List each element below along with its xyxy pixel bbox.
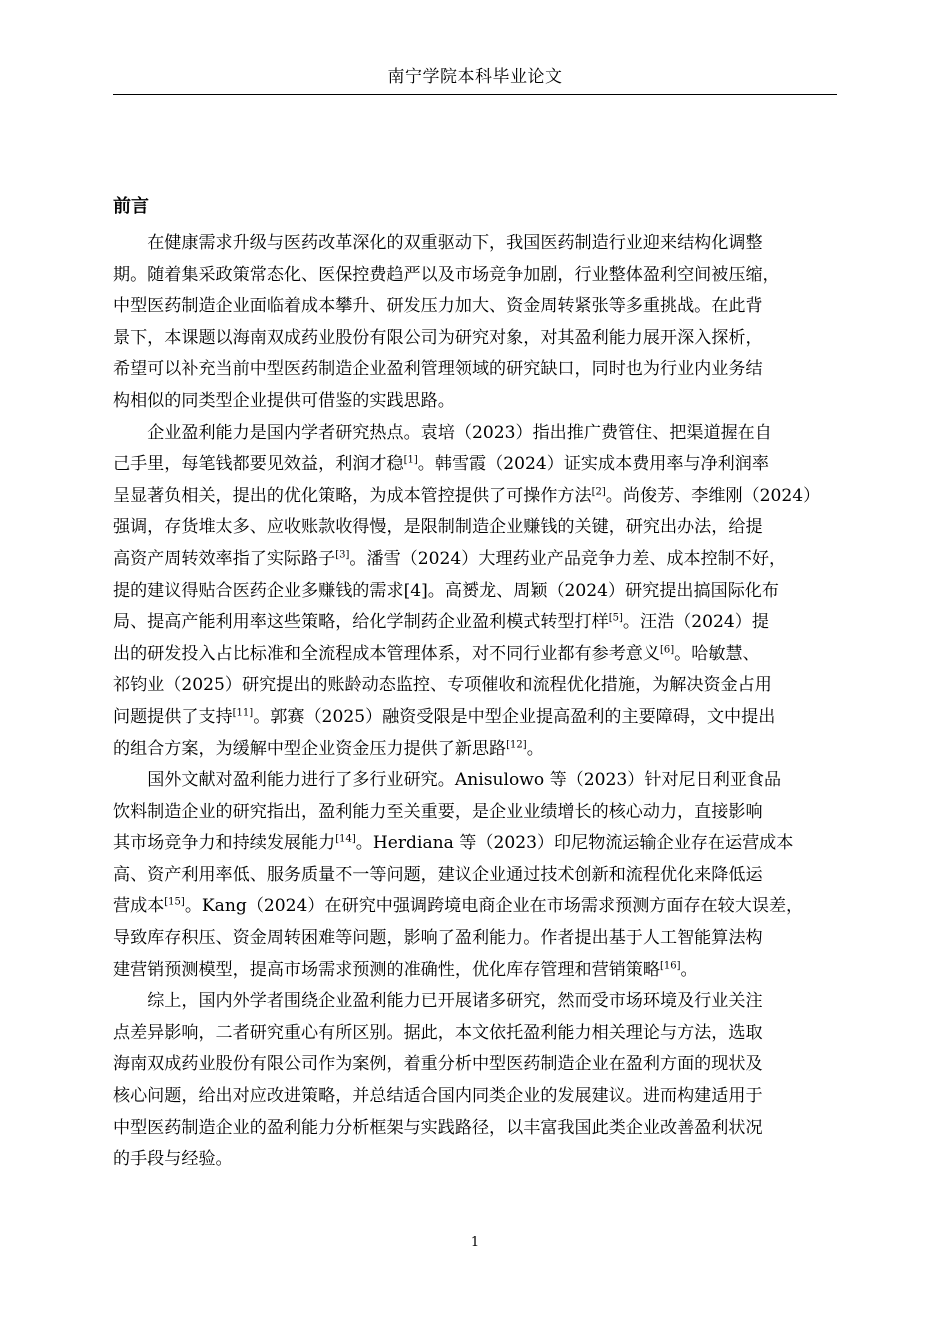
paragraph-text: 。 bbox=[526, 738, 544, 759]
citation-marker: [5] bbox=[608, 612, 623, 624]
paragraph-text: 。郭赛（2025）融资受限是中型企业提高盈利的主要障碍，文中提出 的组合方案，为缓解中型企业资金压力提供了新思路 bbox=[113, 706, 776, 759]
section-heading: 前言 bbox=[113, 196, 149, 217]
citation-marker: [2] bbox=[591, 486, 606, 498]
citation-marker: [6] bbox=[660, 644, 675, 656]
paragraph-text: 。 bbox=[680, 959, 698, 980]
citation-marker: [14] bbox=[335, 833, 356, 845]
citation-marker: [16] bbox=[660, 959, 681, 971]
paragraph-text: 。Herdiana 等（2023）印尼物流运输企业存在运营成本 高、资产利用率低、服务质量不一等问题，建议企业通过技术创新和流程优化来降低运 营成本 bbox=[113, 833, 794, 917]
paragraph-text: 综上，国内外学者围绕企业盈利能力已开展诸多研究，然而受市场环境及行业关注 点差异影响，二者研究重心有所区别。据此，本文依托盈利能力相关理论与方法，选取 海南双成药业股份有限公司作为案例，着重分析中型医药制造企业在盈利方面的现状及 核心问题，给出对应改进策略，并总结适合国内同类企业的发展建议。进而构建适用于 中型医药制造企业的盈利能力分析框架与实践路径，以丰富我国此类企业改善盈利状况 的手段与经验。 bbox=[113, 991, 763, 1170]
paragraph-text: 。哈敏慧、 祁钧业（2025）研究提出的账龄动态监控、专项催收和流程优化措施，为解决资金占用 问题提供了支持 bbox=[113, 643, 772, 727]
citation-marker: [1] bbox=[403, 454, 418, 466]
body-paragraph bbox=[113, 765, 837, 986]
paragraph-text: 国外文献对盈利能力进行了多行业研究。Anisulowo 等（2023）针对尼日利亚食品 饮料制造企业的研究指出，盈利能力至关重要，是企业业绩增长的核心动力，直接影响 其市场竞争力和持续发展能力 bbox=[113, 770, 782, 854]
body-text bbox=[113, 228, 837, 1176]
citation-marker: [11] bbox=[232, 707, 254, 719]
body-paragraph bbox=[113, 228, 837, 418]
citation-marker: [3] bbox=[335, 549, 350, 561]
paragraph-text: 。Kang（2024）在研究中强调跨境电商企业在市场需求预测方面存在较大误差， 导致库存积压、资金周转困难等问题，影响了盈利能力。作者提出基于人工智能算法构 建营销预测模型，提高市场需求预测的准确性，优化库存管理和营销策略 bbox=[113, 896, 804, 980]
citation-marker: [12] bbox=[506, 738, 527, 750]
citation-marker: [15] bbox=[164, 896, 185, 908]
paragraph-text: 。韩雪霞（2024）证实成本费用率与净利润率 呈显著负相关，提出的优化策略，为成本管控提供了可操作方法 bbox=[113, 454, 769, 506]
paragraph-text: 在健康需求升级与医药改革深化的双重驱动下，我国医药制造行业迎来结构化调整 期。随着集采政策常态化、医保控费趋严以及市场竞争加剧，行业整体盈利空间被压缩， 中型医药制造企业面临着成本攀升、研发压力加大、资金周转紧张等多重挑战。在此背 景下，本课题以海南双成药业股份有限公司为研究对象，对其盈利能力展开深入探析， 希望可以补充当前中型医药制造企业盈利管理领域的研究缺口，同时也为行业内业务结 构相似的同类型企业提供可借鉴的实践思路。 bbox=[113, 233, 780, 411]
body-paragraph bbox=[113, 986, 837, 1176]
header-rule bbox=[113, 94, 837, 95]
page-number: 1 bbox=[470, 1235, 480, 1250]
paragraph-text: 。尚俊芳、李维刚（2024） 强调，存货堆太多、应收账款收得慢，是限制制造企业赚钱的关键，研究出办法，给提 高资产周转效率指了实际路子 bbox=[113, 485, 821, 569]
paragraph-text: 。汪浩（2024）提 出的研发投入占比标准和全流程成本管理体系，对不同行业都有参考意义 bbox=[113, 612, 769, 664]
paragraph-text: 企业盈利能力是国内学者研究热点。袁培（2023）指出推广费管住、把渠道握在自 己手里，每笔钱都要见效益，利润才稳 bbox=[113, 422, 772, 475]
paragraph-text: 。潘雪（2024）大理药业产品竞争力差、成本控制不好， 提的建议得贴合医药企业多赚钱的需求[4]。高赟龙、周颖（2024）研究提出搞国际化布 局、提高产能利用率这些策略，给化学制药企业盈利模式转型打样 bbox=[113, 548, 787, 633]
body-paragraph bbox=[113, 418, 837, 766]
running-header: 南宁学院本科毕业论文 bbox=[387, 67, 563, 87]
